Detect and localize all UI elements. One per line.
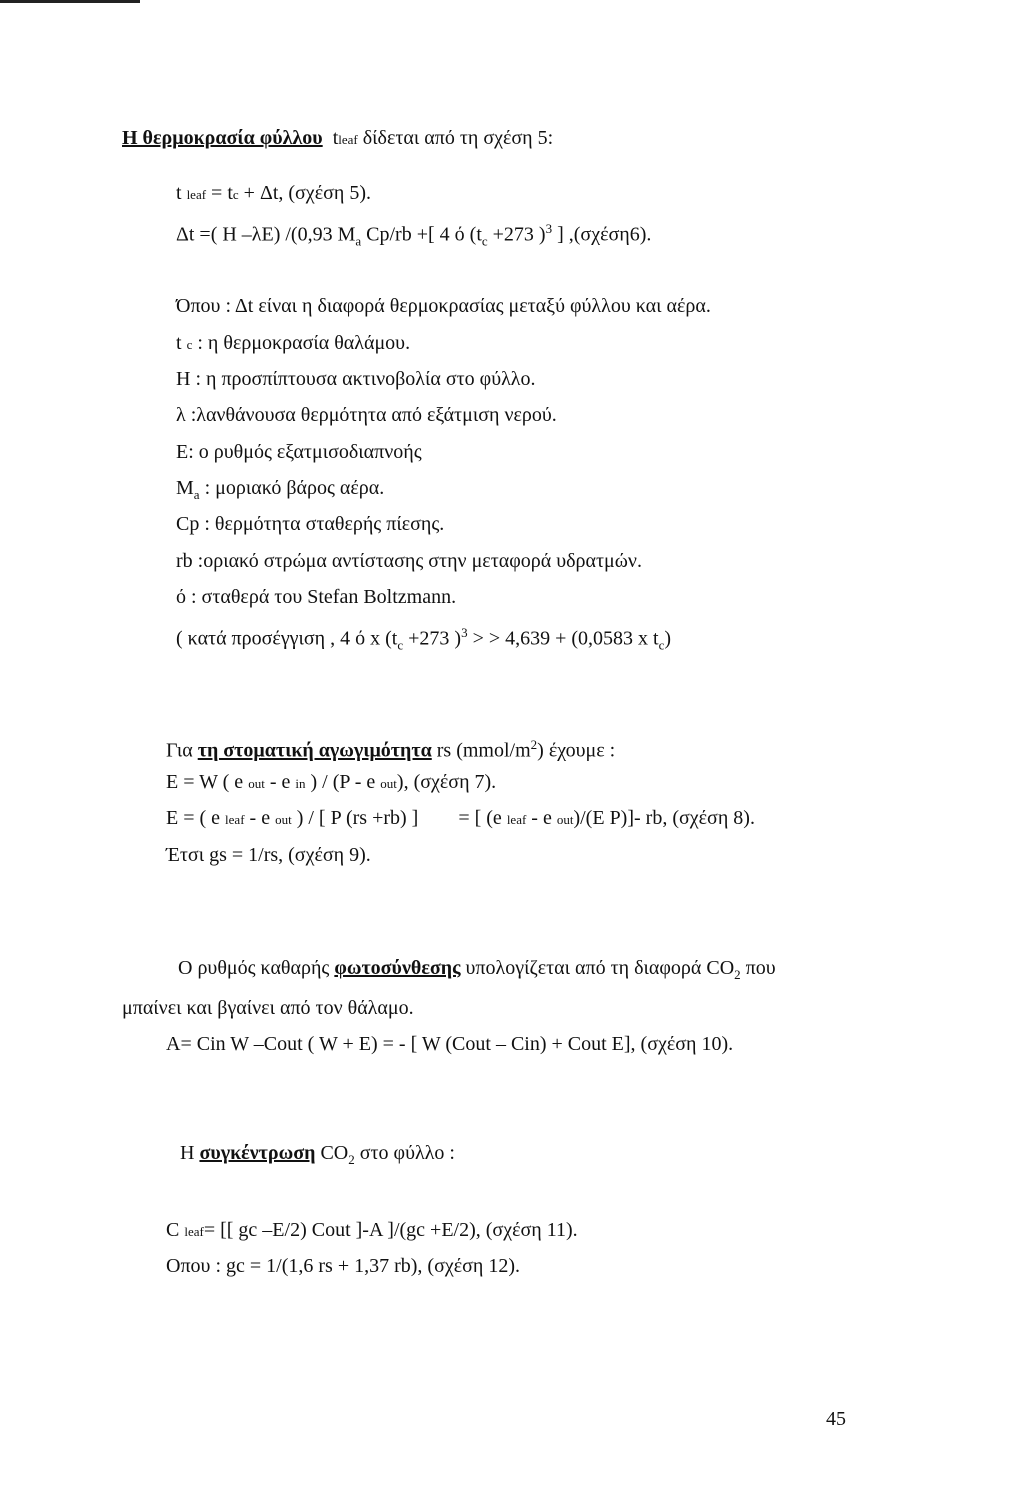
- equation-11: C leaf= [[ gc –E/2) Cout ]-A ]/(gc +E/2), (σχέση 11).: [166, 1219, 578, 1241]
- definition-sigma: ό : σταθερά του Stefan Boltzmann.: [176, 586, 457, 608]
- photosynthesis-line: Ο ρυθμός καθαρής φωτοσύνθεσης υπολογίζεται από τη διαφορά $CO_2$ που: [178, 957, 776, 982]
- stomatal-conductance-line: Για τη στοματική αγωγιμότητα rs $(mmol/m^2)$ έχουμε :: [166, 737, 616, 762]
- definition-rb: rb :οριακό στρώμα αντίστασης στην μεταφορά υδρατμών.: [176, 550, 642, 572]
- equation-10: A= Cin W –Cout ( W + E) = - [ W (Cout – Cin) + Cout E], (σχέση 10).: [166, 1033, 734, 1055]
- photosynthesis-line-2: μπαίνει και βγαίνει από τον θάλαμο.: [122, 997, 414, 1019]
- equation-5: t leaf = tc + Δt, (σχέση 5).: [176, 182, 371, 204]
- page-number: 45: [826, 1408, 846, 1430]
- definition-ma: $M_a$ : μοριακό βάρος αέρα.: [176, 477, 385, 502]
- equation-9: Έτσι gs = 1/rs, (σχέση 9).: [166, 844, 371, 866]
- section-title-photosynthesis: φωτοσύνθεσης: [334, 957, 461, 979]
- equation-8: E = ( e leaf - e out ) / [ P (rs +rb) ] = [ (e leaf - e out)/(E P)]- rb, (σχέση 8).: [166, 807, 755, 829]
- definition-h: H : η προσπίπτουσα ακτινοβολία στο φύλλο.: [176, 368, 536, 390]
- definition-e: E: ο ρυθμός εξατμισοδιαπνοής: [176, 441, 422, 463]
- equation-7: E = W ( e out - e in ) / (P - e out), (σχέση 7).: [166, 771, 497, 793]
- equation-6: Δt =( H –λE) /(0,93 $M_a$ Cp/rb +[ 4 ό ($t_c +273$ )$^3$ ] ,(σχέση6).: [176, 221, 652, 249]
- co2-concentration-line: Η συγκέντρωση $CO_2$ στο φύλλο :: [180, 1142, 455, 1167]
- leaf-temperature-line: Η θερμοκρασία φύλλου tleaf δίδεται από τη σχέση 5:: [122, 127, 554, 149]
- definition-cp: Cp : θερμότητα σταθερής πίεσης.: [176, 513, 445, 535]
- section-title-leaf-temp: Η θερμοκρασία φύλλου: [122, 127, 323, 149]
- definition-dt: Όπου : Δt είναι η διαφορά θερμοκρασίας μεταξύ φύλλου και αέρα.: [176, 295, 711, 317]
- definition-tc: t c : η θερμοκρασία θαλάμου.: [176, 332, 411, 354]
- approximation-line: ( κατά προσέγγιση , 4 ό x ($t_c +273$ )$^3$ > > 4,639 + (0,0583 x $t_c$): [176, 625, 672, 653]
- definition-lambda: λ :λανθάνουσα θερμότητα από εξάτμιση νερού.: [176, 404, 557, 426]
- top-rule: [0, 0, 140, 3]
- section-title-co2-concentration: συγκέντρωση: [199, 1142, 316, 1164]
- equation-12: Οπου : gc = 1/(1,6 rs + 1,37 rb), (σχέση 12).: [166, 1255, 521, 1277]
- section-title-stomatal: τη στοματική αγωγιμότητα: [197, 739, 432, 762]
